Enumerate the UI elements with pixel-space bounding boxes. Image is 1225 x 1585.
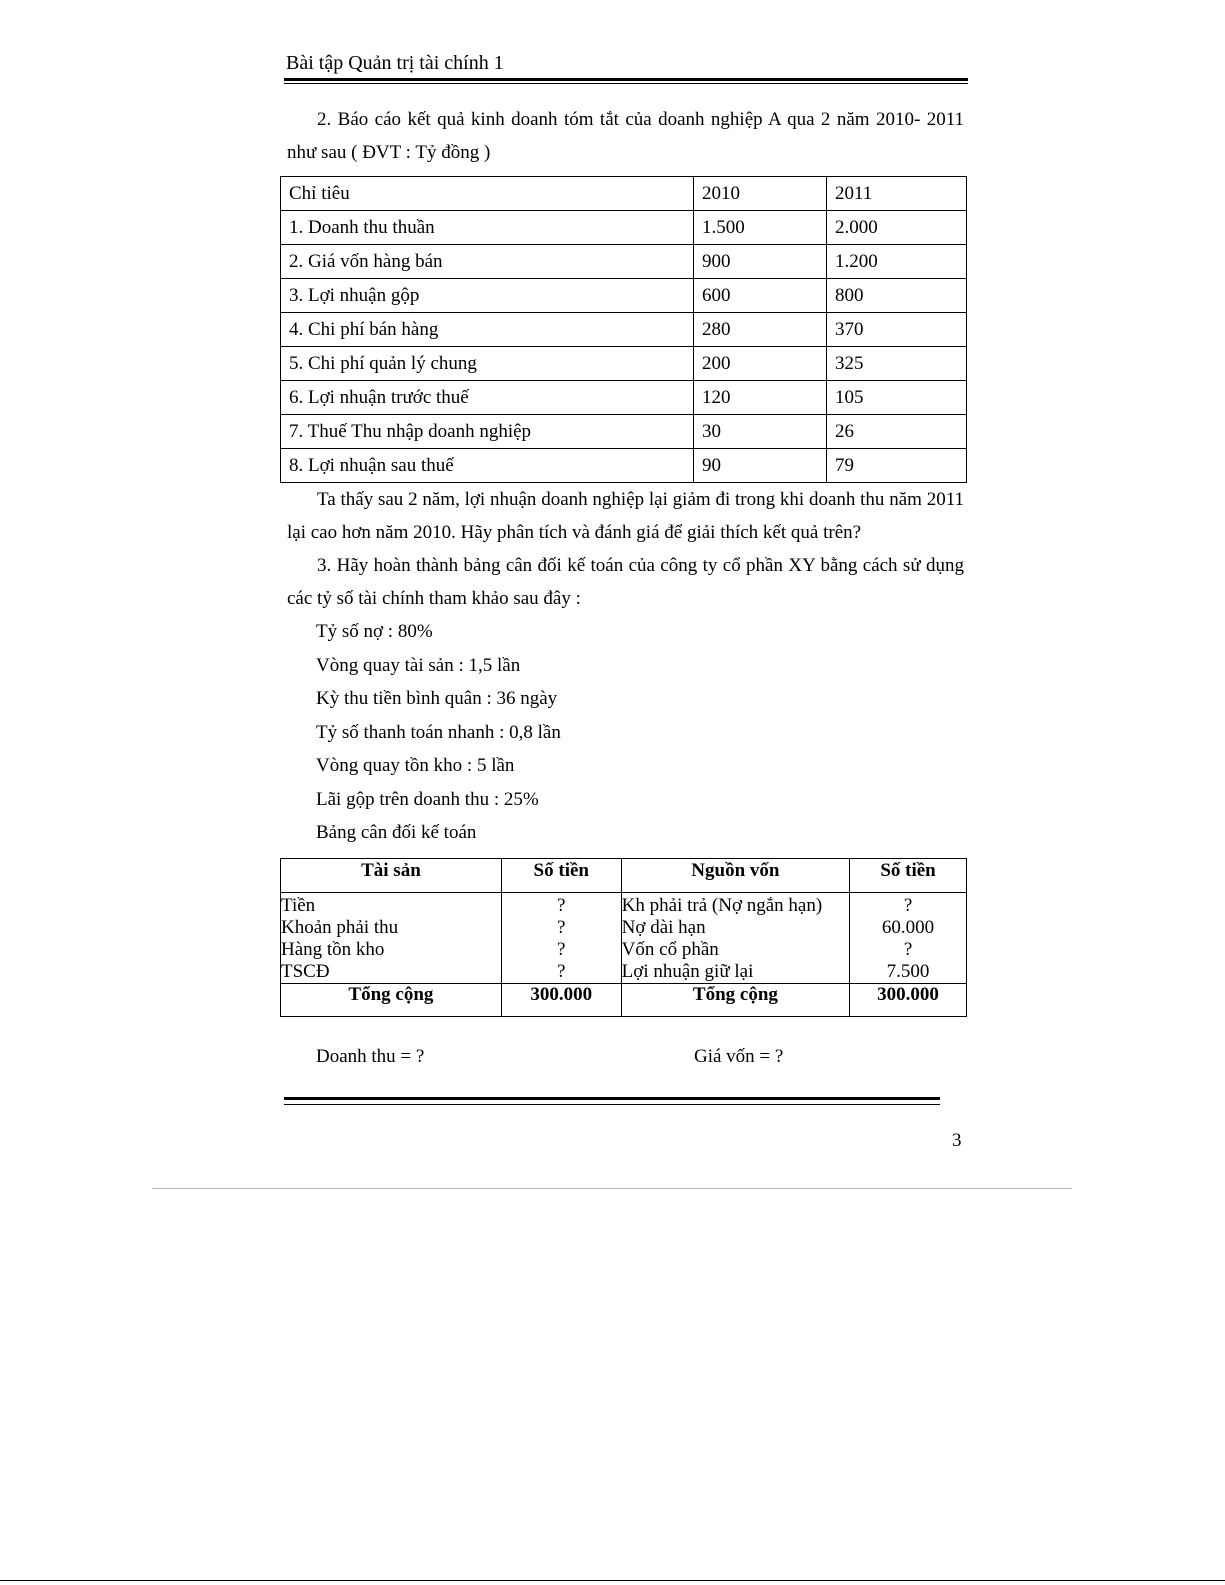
- ratio-item: Vòng quay tồn kho : 5 lần: [316, 755, 515, 776]
- table-cell: 900: [694, 245, 827, 279]
- table-row: [281, 245, 967, 279]
- asset-amounts-column: [501, 893, 621, 984]
- section3-intro: 3. Hãy hoàn thành bảng cân đối kế toán của công ty cổ phần XY bằng cách sử dụng các tỷ số tài chính tham khảo sau đây :: [287, 555, 964, 609]
- table-header-row: [281, 859, 967, 893]
- table-cell: 105: [827, 381, 967, 415]
- sources-column: [621, 893, 849, 984]
- asset-amount: ?: [557, 939, 566, 960]
- source-amount: 7.500: [886, 961, 930, 982]
- table-cell: 1. Doanh thu thuần: [281, 211, 694, 245]
- header-cell: 2010: [694, 177, 827, 211]
- table-cell: 90: [694, 449, 827, 483]
- table-cell: 5. Chi phí quản lý chung: [281, 347, 694, 381]
- table-header-row: [281, 177, 967, 211]
- ratio-item: Vòng quay tài sản : 1,5 lần: [316, 654, 521, 676]
- page-number: 3: [952, 1130, 962, 1151]
- table-cell: 1.500: [694, 211, 827, 245]
- asset-item: TSCĐ: [281, 961, 330, 982]
- table-cell: 600: [694, 279, 827, 313]
- source-item: Kh phải trả (Nợ ngắn hạn): [621, 895, 823, 916]
- header-cell: Số tiền: [501, 859, 621, 893]
- source-amount: 60.000: [881, 917, 935, 938]
- assets-column: [281, 893, 502, 984]
- asset-amount: ?: [557, 917, 566, 938]
- table-row: [281, 381, 967, 415]
- bottom-edge: [0, 1580, 1225, 1581]
- total-sources: 300.000: [850, 984, 967, 1017]
- table-cell: 3. Lợi nhuận gộp: [281, 279, 694, 313]
- header-divider-thin: [284, 83, 968, 84]
- table-cell: 200: [694, 347, 827, 381]
- header-divider: [284, 78, 968, 81]
- income-statement-table: [280, 176, 967, 483]
- table-cell: 26: [827, 415, 967, 449]
- balance-sheet-caption: Bảng cân đối kế toán: [316, 822, 477, 843]
- table-cell: 4. Chi phí bán hàng: [281, 313, 694, 347]
- table-cell: 370: [827, 313, 967, 347]
- revenue-question: Doanh thu = ?: [316, 1046, 425, 1067]
- table-cell: 280: [694, 313, 827, 347]
- table-cell: 800: [827, 279, 967, 313]
- source-item: Nợ dài hạn: [621, 917, 706, 938]
- table-cell: 325: [827, 347, 967, 381]
- cogs-question: Giá vốn = ?: [694, 1046, 784, 1067]
- source-amount: ?: [903, 939, 913, 960]
- source-item: Lợi nhuận giữ lại: [621, 961, 754, 982]
- ratio-item: Tỷ số nợ : 80%: [316, 621, 433, 642]
- ratio-list: [316, 615, 561, 850]
- table-row: [281, 279, 967, 313]
- asset-item: Hàng tồn kho: [281, 939, 385, 960]
- page-header-title: Bài tập Quản trị tài chính 1: [286, 52, 504, 74]
- page-separator: [152, 1188, 1072, 1189]
- table-row: [281, 449, 967, 483]
- table-cell: 6. Lợi nhuận trước thuế: [281, 381, 694, 415]
- balance-sheet-table: [280, 858, 967, 1017]
- footer-divider: [284, 1097, 940, 1100]
- table-cell: 8. Lợi nhuận sau thuế: [281, 449, 694, 483]
- total-assets: 300.000: [501, 984, 621, 1017]
- table-cell: 7. Thuế Thu nhập doanh nghiệp: [281, 415, 694, 449]
- total-label: Tổng cộng: [281, 984, 502, 1017]
- source-amount: ?: [903, 895, 913, 916]
- asset-amount: ?: [557, 895, 566, 916]
- header-cell: Tài sản: [281, 859, 502, 893]
- section2-intro: 2. Báo cáo kết quả kinh doanh tóm tắt của doanh nghiệp A qua 2 năm 2010- 2011 như sau ( ĐVT : Tỷ đồng ): [287, 109, 964, 163]
- header-cell: 2011: [827, 177, 967, 211]
- source-item: Vốn cổ phần: [621, 939, 719, 960]
- asset-item: Khoản phải thu: [281, 917, 399, 938]
- table-row: [281, 415, 967, 449]
- ratio-item: Kỳ thu tiền bình quân : 36 ngày: [316, 688, 558, 709]
- table-cell: 120: [694, 381, 827, 415]
- table-cell: 79: [827, 449, 967, 483]
- table-body-row: [281, 893, 967, 984]
- table-cell: 30: [694, 415, 827, 449]
- header-cell: Số tiền: [850, 859, 967, 893]
- table-row: [281, 313, 967, 347]
- total-label: Tổng cộng: [621, 984, 849, 1017]
- ratio-item: Lãi gộp trên doanh thu : 25%: [316, 788, 539, 810]
- ratio-item: Tỷ số thanh toán nhanh : 0,8 lần: [316, 721, 561, 743]
- source-amounts-column: [850, 893, 967, 984]
- section2-question: Ta thấy sau 2 năm, lợi nhuận doanh nghiệp lại giảm đi trong khi doanh thu năm 2011 lại cao hơn năm 2010. Hãy phân tích và đánh giá để giải thích kết quả trên?: [287, 489, 964, 543]
- asset-item: Tiền: [281, 895, 316, 916]
- table-total-row: [281, 984, 967, 1017]
- header-cell: Chỉ tiêu: [281, 177, 694, 211]
- table-row: [281, 211, 967, 245]
- asset-amount: ?: [557, 961, 566, 982]
- table-row: [281, 347, 967, 381]
- table-cell: 2.000: [827, 211, 967, 245]
- table-cell: 1.200: [827, 245, 967, 279]
- table-cell: 2. Giá vốn hàng bán: [281, 245, 694, 279]
- footer-divider-thin: [284, 1104, 940, 1105]
- header-cell: Nguồn vốn: [621, 859, 849, 893]
